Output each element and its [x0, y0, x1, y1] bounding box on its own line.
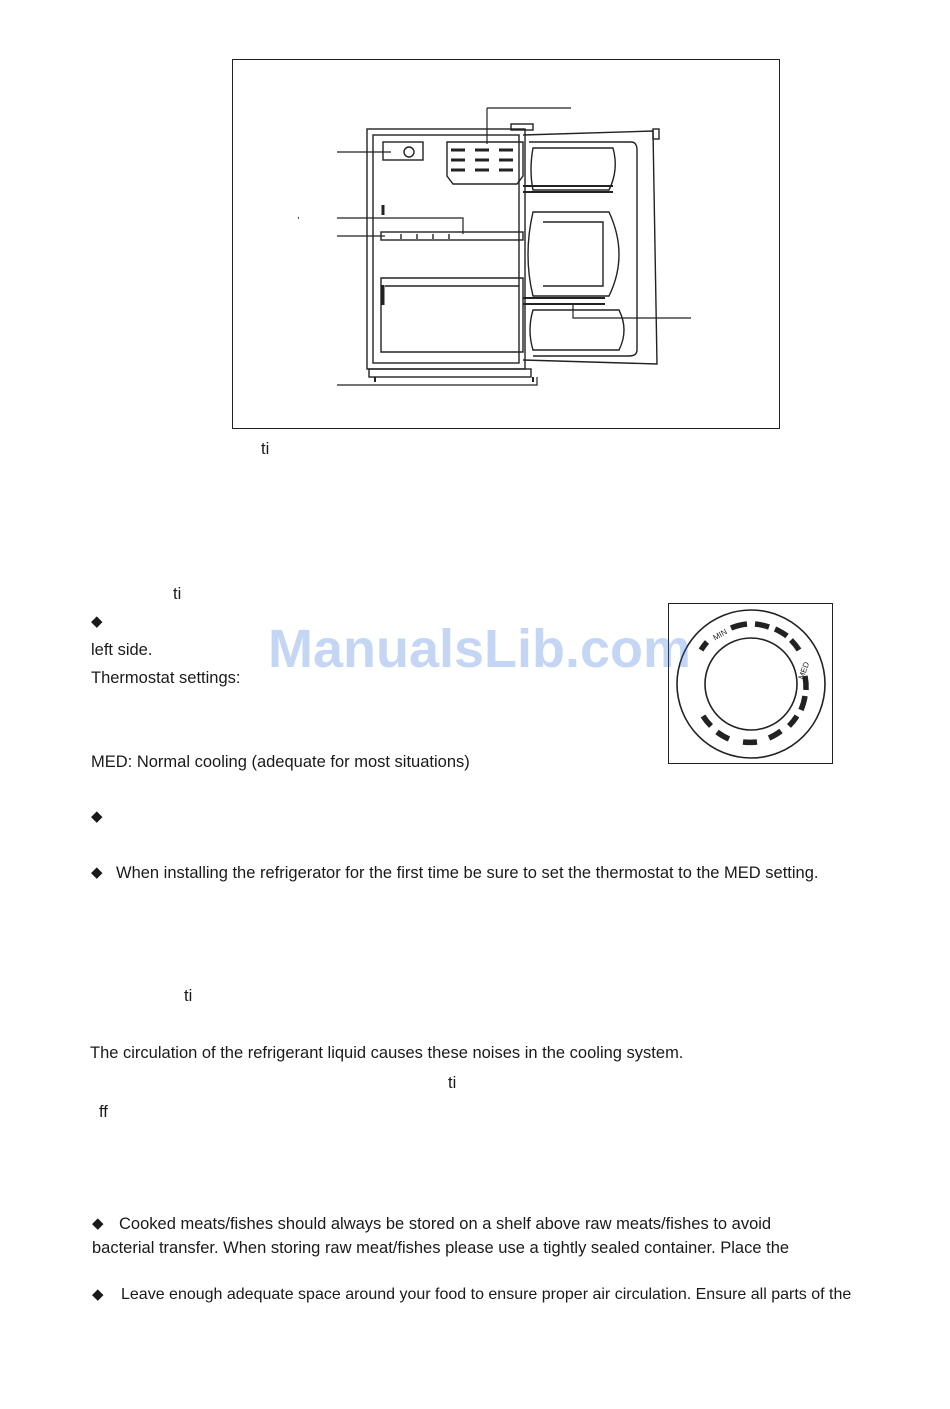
bullet-diamond: ◆ [91, 864, 103, 881]
thermostat-dial-figure [668, 603, 833, 764]
noise-fragment-ff: ff [99, 1103, 108, 1121]
bullet-diamond: ◆ [91, 613, 103, 630]
refrigerator-diagram-frame [232, 59, 780, 429]
noise-fragment-ti: ti [448, 1074, 457, 1092]
refrigerator-diagram [233, 60, 781, 430]
stray-mark: , [297, 210, 300, 221]
bullet-diamond: ◆ [92, 1215, 104, 1232]
watermark: ManualsLib.com [268, 619, 692, 679]
line-circulation: The circulation of the refrigerant liquid causes these noises in the cooling system. [90, 1044, 684, 1062]
bullet-diamond: ◆ [91, 808, 103, 825]
line-left-side: left side. [91, 641, 153, 659]
line-first-install: When installing the refrigerator for the first time be sure to set the thermostat to the MED setting. [116, 864, 819, 882]
line-med-setting: MED: Normal cooling (adequate for most situations) [91, 753, 470, 771]
line-adequate-space: Leave enough adequate space around your food to ensure proper air circulation. Ensure all parts of the [121, 1286, 852, 1303]
line-cooked-meats-2: bacterial transfer. When storing raw meat/fishes please use a tightly sealed container. Place the [92, 1239, 790, 1257]
dial-label-min: MIN [711, 627, 729, 643]
dial-label-med: MED [796, 660, 812, 681]
thermostat-heading-fragment: ti [173, 585, 182, 603]
figure-caption-fragment: ti [261, 440, 270, 458]
thermostat-dial-icon [669, 604, 834, 765]
line-cooked-meats-1: Cooked meats/fishes should always be stored on a shelf above raw meats/fishes to avoid [119, 1215, 772, 1233]
line-thermostat-settings: Thermostat settings: [91, 669, 241, 687]
noise-heading-fragment: ti [184, 987, 193, 1005]
bullet-diamond: ◆ [92, 1286, 104, 1303]
